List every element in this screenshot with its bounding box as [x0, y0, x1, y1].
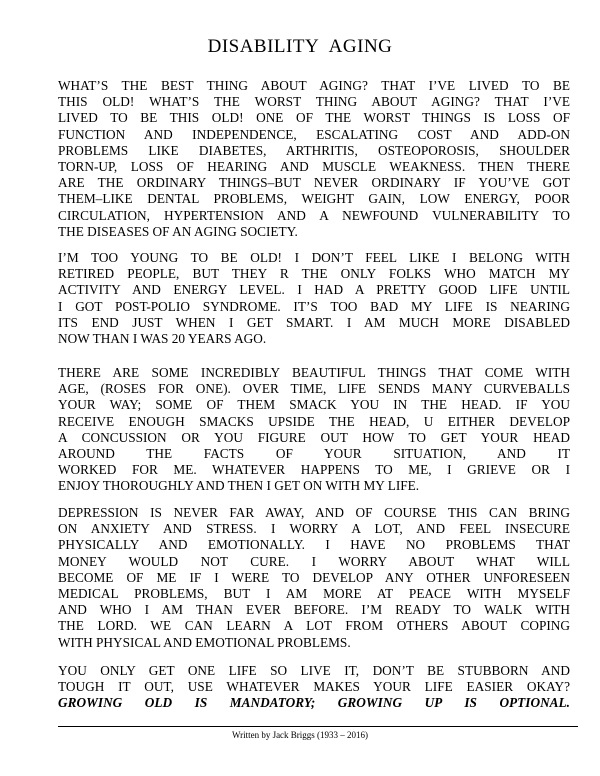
- paragraph-line: AND WHO I AM THAN EVER BEFORE. I’M READY TO WALK WITH: [58, 602, 570, 618]
- paragraph-line: RETIRED PEOPLE, BUT THEY R THE ONLY FOLKS WHO MATCH MY: [58, 266, 570, 282]
- footer-divider: [58, 726, 578, 727]
- paragraph-line: PHYSICALLY AND EMOTIONALLY. I HAVE NO PROBLEMS THAT: [58, 537, 570, 553]
- paragraph-line: YOUR WAY; SOME OF THEM SMACK YOU IN THE HEAD. IF YOU: [58, 397, 570, 413]
- paragraph-line: DEPRESSION IS NEVER FAR AWAY, AND OF COURSE THIS CAN BRING: [58, 505, 570, 520]
- paragraph-line: ARE THE ORDINARY THINGS–BUT NEVER ORDINARY IF YOU’VE GOT: [58, 175, 570, 191]
- paragraph-line: LIVED TO BE THIS OLD! ONE OF THE WORST THINGS IS LOSS OF: [58, 110, 570, 126]
- paragraph-line: A CONCUSSION OR YOU FIGURE OUT HOW TO GET YOUR HEAD: [58, 429, 570, 445]
- paragraph-too-young: [58, 250, 570, 347]
- paragraph-line: BECOME OF ME IF I WERE TO DEVELOP ANY OTHER UNFORESEEN: [58, 569, 570, 585]
- paragraph-line: WITH PHYSICAL AND EMOTIONAL PROBLEMS.: [58, 634, 351, 650]
- document-title: DISABILITY AGING: [207, 36, 393, 57]
- paragraph-line: YOU ONLY GET ONE LIFE SO LIVE IT, DON’T BE STUBBORN AND: [58, 663, 570, 678]
- paragraph-beautiful-things: [58, 365, 570, 495]
- paragraph-line: PROBLEMS LIKE DIABETES, ARTHRITIS, OSTEOPOROSIS, SHOULDER: [58, 142, 570, 158]
- paragraph-line: THE LORD. WE CAN LEARN A LOT FROM OTHERS ABOUT COPING: [58, 618, 570, 634]
- paragraph-line: THERE ARE SOME INCREDIBLY BEAUTIFUL THINGS THAT COME WITH: [58, 365, 570, 380]
- paragraph-line: THIS OLD! WHAT’S THE WORST THING ABOUT AGING? THAT I’VE: [58, 94, 570, 110]
- paragraph-line: NOW THAN I WAS 20 YEARS AGO.: [58, 331, 267, 347]
- paragraph-line: MEDICAL PROBLEMS, BUT I AM MORE AT PEACE WITH MYSELF: [58, 586, 570, 602]
- closing-line: [58, 695, 570, 711]
- paragraph-line: FUNCTION AND INDEPENDENCE, ESCALATING COST AND ADD-ON: [58, 126, 570, 142]
- paragraph-depression: [58, 505, 570, 651]
- paragraph-aging-best-worst: [58, 78, 570, 240]
- paragraph-line: CIRCULATION, HYPERTENSION AND A NEWFOUND VULNERABILITY TO: [58, 207, 570, 223]
- paragraph-line: ACTIVITY AND ENERGY LEVEL. I HAD A PRETTY GOOD LIFE UNTIL: [58, 282, 570, 298]
- closing-line-text: GROWING OLD IS MANDATORY; GROWING UP IS OPTIONAL.: [58, 695, 570, 710]
- paragraph-line: AROUND THE FACTS OF YOUR SITUATION, AND IT: [58, 446, 570, 462]
- paragraph-line: ITS END JUST WHEN I GET SMART. I AM MUCH MORE DISABLED: [58, 314, 570, 330]
- paragraph-line: ON ANXIETY AND STRESS. I WORRY A LOT, AND FEEL INSECURE: [58, 521, 570, 537]
- paragraph-line: TORN-UP, LOSS OF HEARING AND MUSCLE WEAKNESS. THEN THERE: [58, 159, 570, 175]
- paragraph-line: AGE, (ROSES FOR ONE). OVER TIME, LIFE SENDS MANY CURVEBALLS: [58, 381, 570, 397]
- paragraph-line: MONEY WOULD NOT CURE. I WORRY ABOUT WHAT WILL: [58, 553, 570, 569]
- paragraph-line: ENJOY THOROUGHLY AND THEN I GET ON WITH MY LIFE.: [58, 478, 420, 494]
- paragraph-line: WORKED FOR ME. WHATEVER HAPPENS TO ME, I GRIEVE OR I: [58, 462, 570, 478]
- paragraph-line: WHAT’S THE BEST THING ABOUT AGING? THAT I’VE LIVED TO BE: [58, 78, 570, 93]
- paragraph-line: THEM–LIKE DENTAL PROBLEMS, WEIGHT GAIN, LOW ENERGY, POOR: [58, 191, 570, 207]
- paragraph-line: THE DISEASES OF AN AGING SOCIETY.: [58, 223, 298, 239]
- paragraph-line: I GOT POST-POLIO SYNDROME. IT’S TOO BAD MY LIFE IS NEARING: [58, 298, 570, 314]
- paragraph-line: I’M TOO YOUNG TO BE OLD! I DON’T FEEL LIKE I BELONG WITH: [58, 250, 570, 265]
- author-credit: Written by Jack Briggs (1933 – 2016): [231, 730, 369, 740]
- paragraph-line: RECEIVE ENOUGH SMACKS UPSIDE THE HEAD, U EITHER DEVELOP: [58, 413, 570, 429]
- paragraph-one-life: [58, 663, 570, 695]
- paragraph-line: TOUGH IT OUT, USE WHATEVER MAKES YOUR LIFE EASIER OKAY?: [58, 679, 570, 695]
